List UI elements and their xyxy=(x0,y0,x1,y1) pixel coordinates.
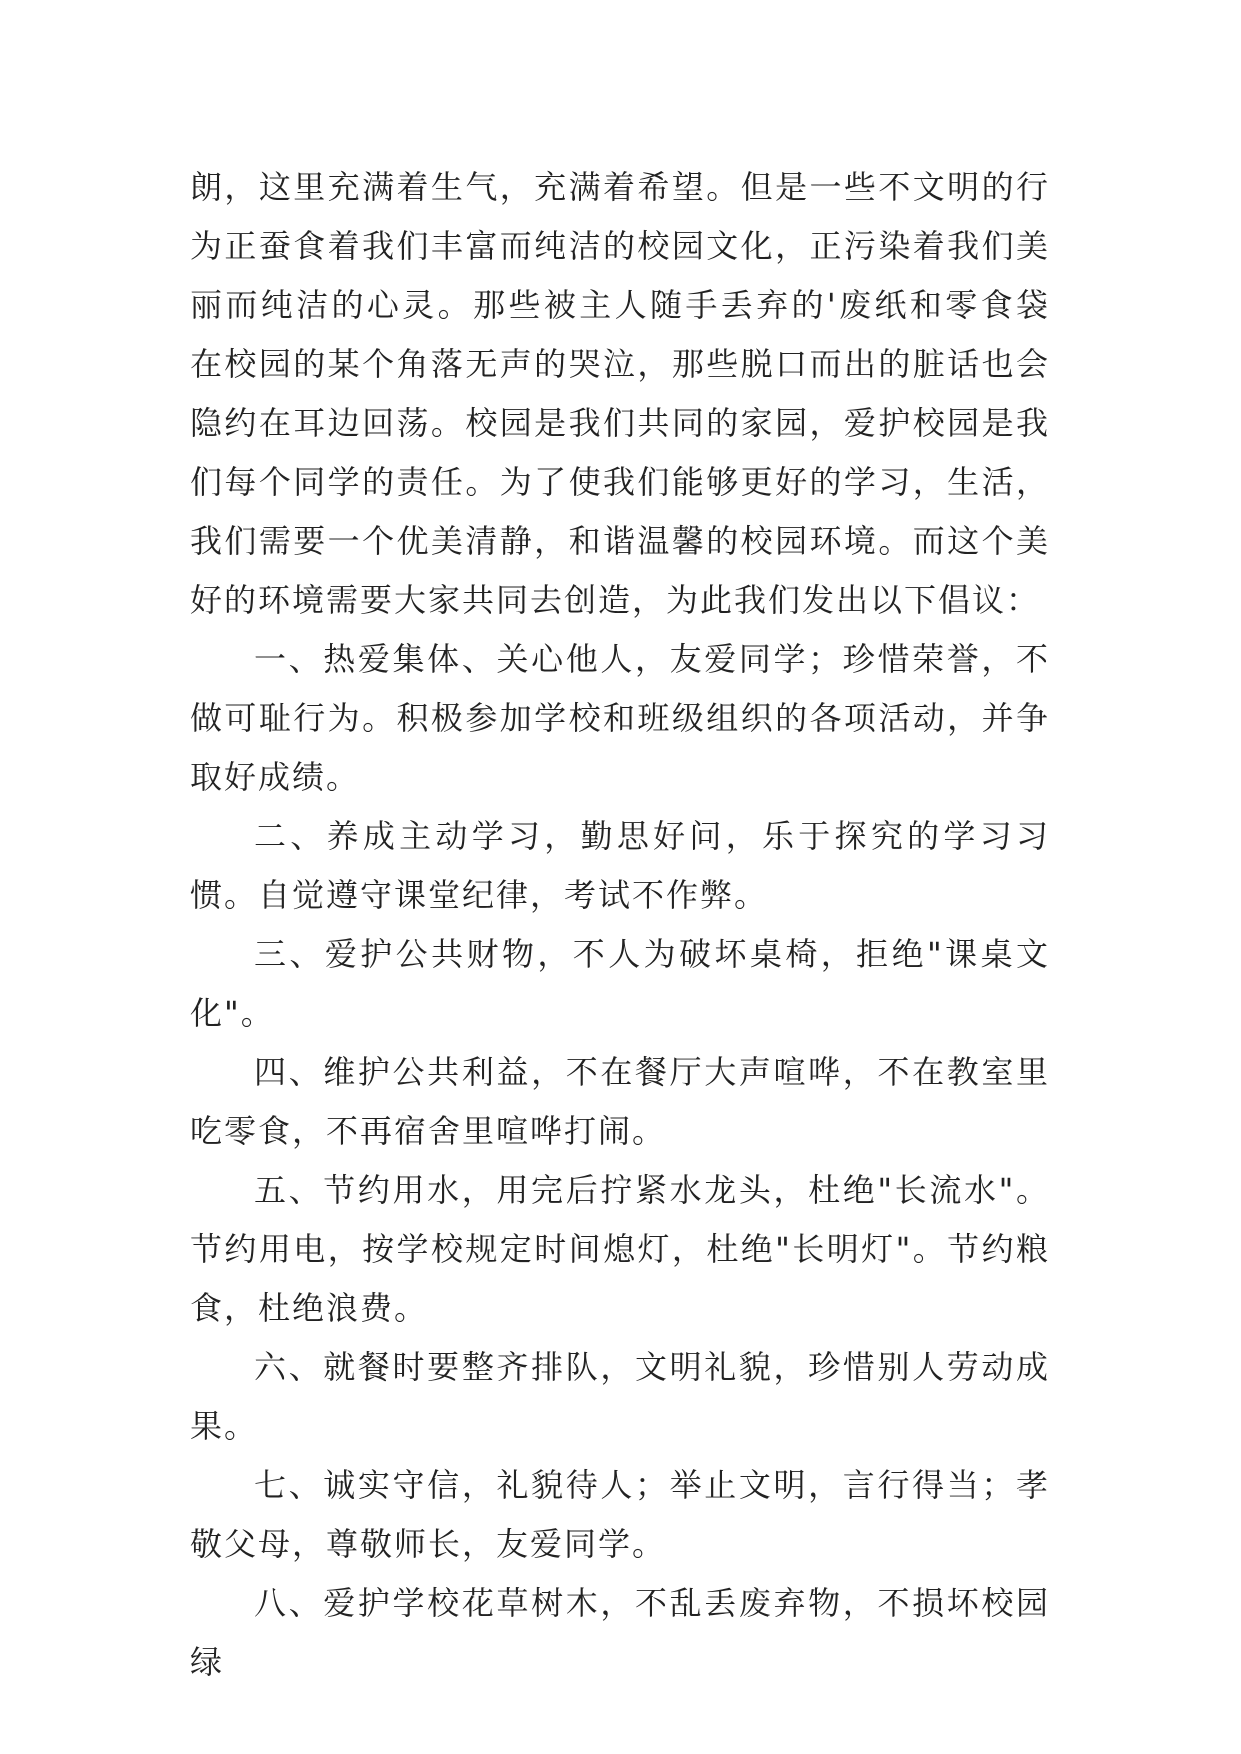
paragraph-proposal-2: 二、养成主动学习，勤思好问，乐于探究的学习习惯。自觉遵守课堂纪律，考试不作弊。 xyxy=(190,817,1050,914)
paragraph-proposal-5: 五、节约用水，用完后拧紧水龙头，杜绝"长流水"。节约用电，按学校规定时间熄灯，杜绝"长明灯"。节约粮食，杜绝浪费。 xyxy=(190,1171,1050,1327)
paragraph-proposal-8: 八、爱护学校花草树木，不乱丢废弃物，不损坏校园绿 xyxy=(190,1584,1050,1681)
paragraph-intro-continued: 朗，这里充满着生气，充满着希望。但是一些不文明的行为正蚕食着我们丰富而纯洁的校园文化，正污染着我们美丽而纯洁的心灵。那些被主人随手丢弃的'废纸和零食袋在校园的某个角落无声的哭泣，那些脱口而出的脏话也会隐约在耳边回荡。校园是我们共同的家园，爱护校园是我们每个同学的责任。为了使我们能够更好的学习，生活，我们需要一个优美清静，和谐温馨的校园环境。而这个美好的环境需要大家共同去创造，为此我们发出以下倡议： xyxy=(190,168,1050,619)
paragraph-proposal-1: 一、热爱集体、关心他人，友爱同学；珍惜荣誉，不做可耻行为。积极参加学校和班级组织的各项活动，并争取好成绩。 xyxy=(190,640,1050,796)
document-page xyxy=(190,158,1050,1692)
paragraph-proposal-4: 四、维护公共利益，不在餐厅大声喧哗，不在教室里吃零食，不再宿舍里喧哗打闹。 xyxy=(190,1053,1050,1150)
paragraph-proposal-7: 七、诚实守信，礼貌待人；举止文明，言行得当；孝敬父母，尊敬师长，友爱同学。 xyxy=(190,1466,1050,1563)
paragraph-proposal-3: 三、爱护公共财物，不人为破坏桌椅，拒绝"课桌文化"。 xyxy=(190,935,1050,1032)
paragraph-proposal-6: 六、就餐时要整齐排队，文明礼貌，珍惜别人劳动成果。 xyxy=(190,1348,1050,1445)
